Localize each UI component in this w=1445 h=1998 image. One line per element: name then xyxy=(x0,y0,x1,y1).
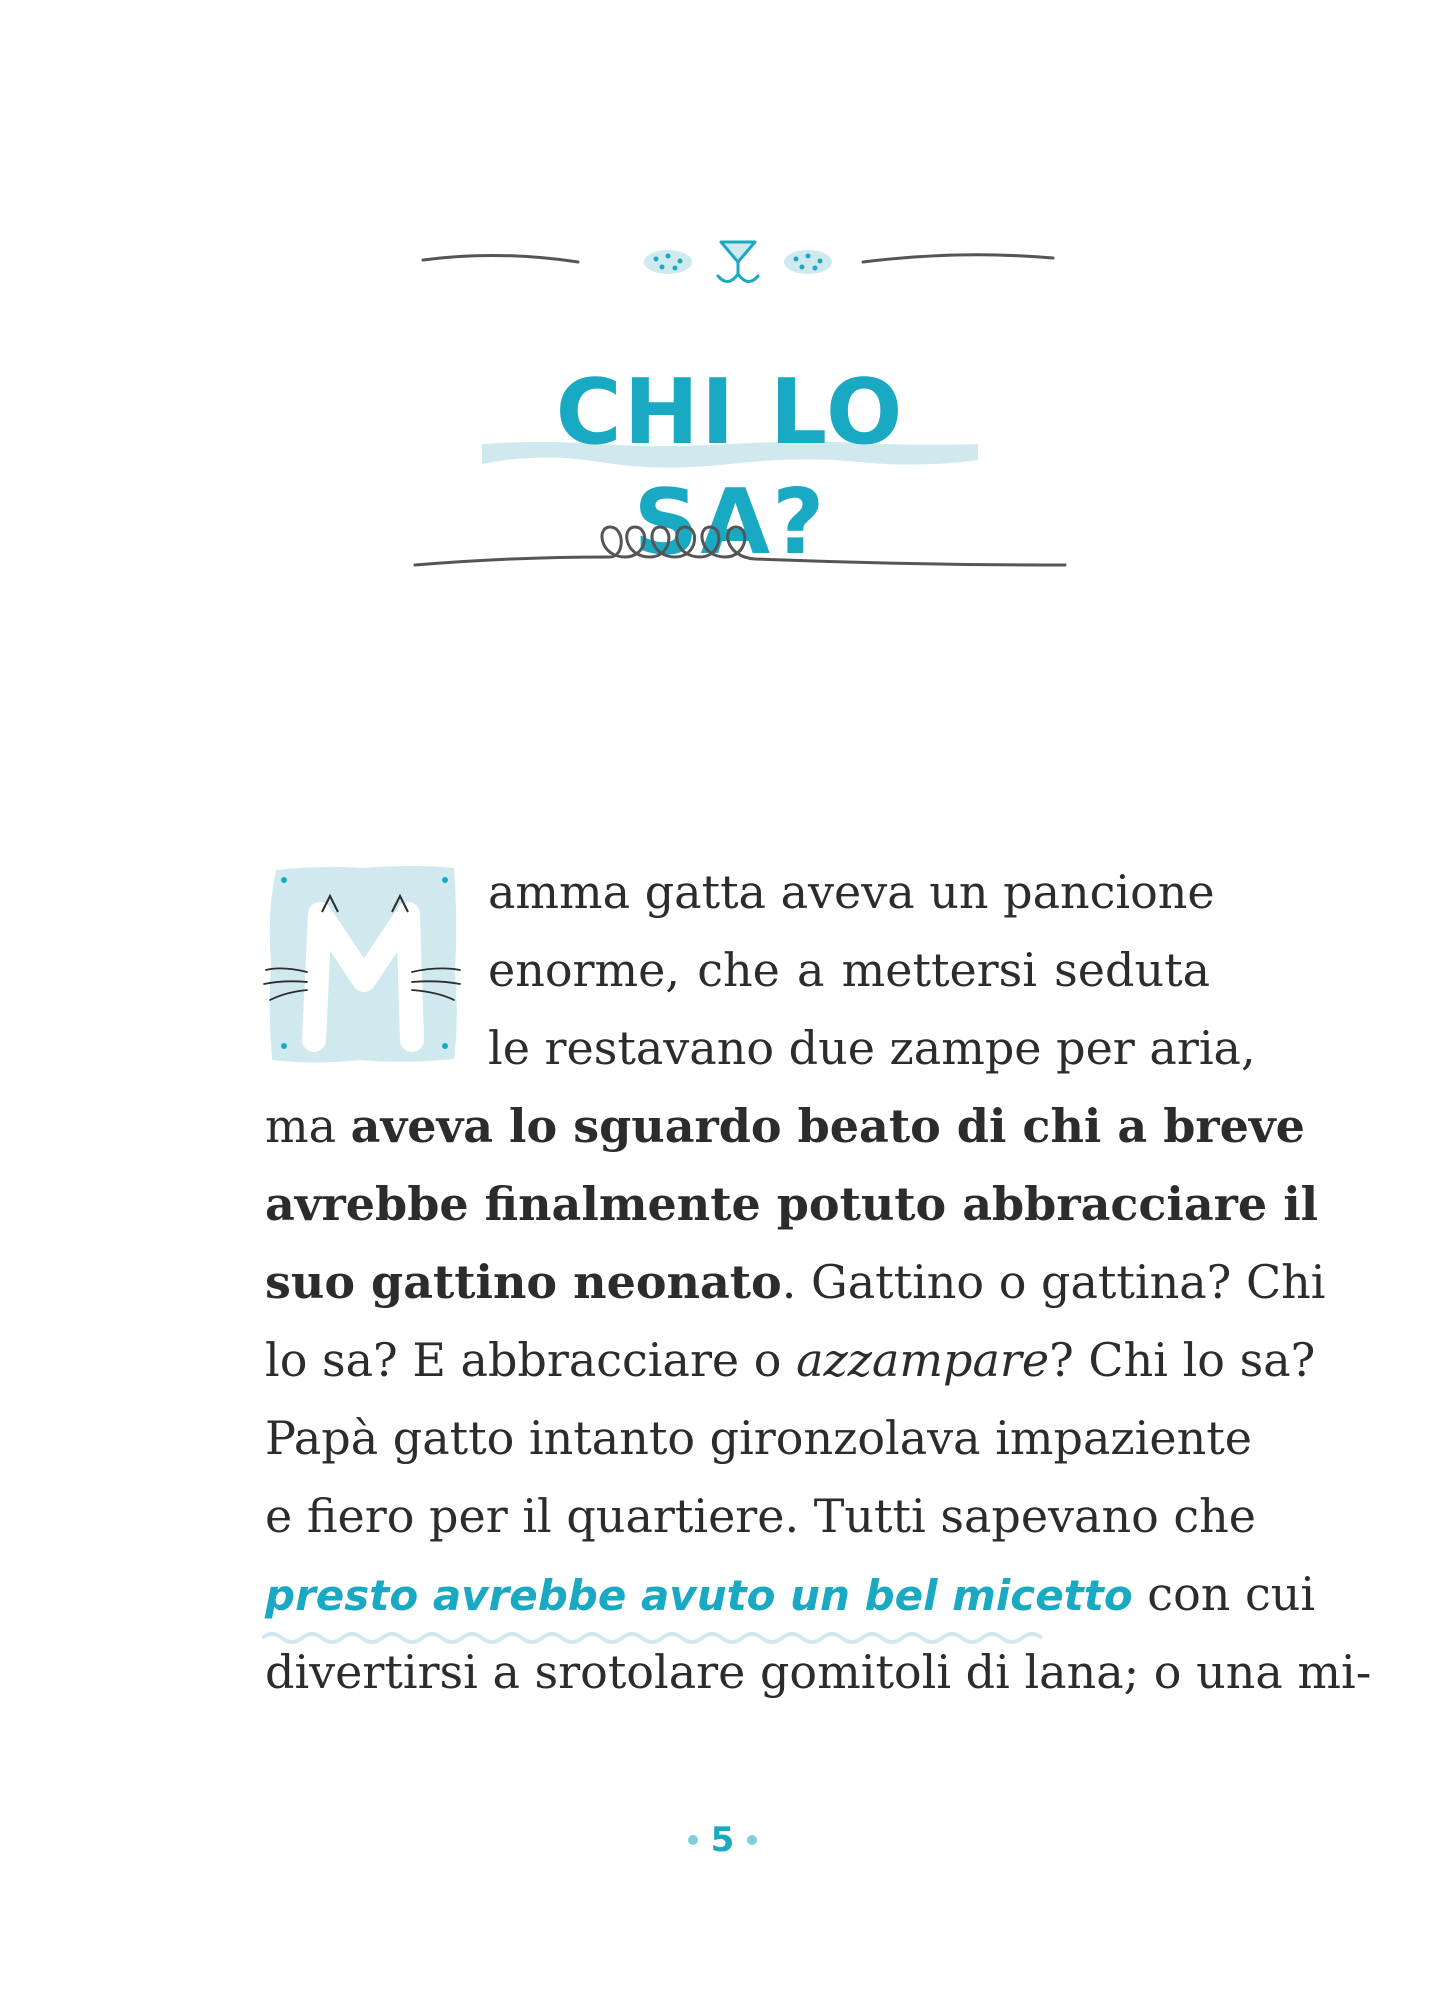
text-line-10: presto avrebbe avuto un bel micetto con cui xyxy=(265,1567,1316,1621)
dropcap-m-cat xyxy=(262,862,462,1067)
text-line-4: ma aveva lo sguardo beato di chi a breve xyxy=(265,1099,1305,1153)
text-line-5 xyxy=(265,1174,1319,1234)
page-number-block xyxy=(660,1810,785,1870)
chapter-title-block xyxy=(480,358,980,575)
bold-phrase: suo gattino neonato xyxy=(265,1255,782,1309)
chapter-title: CHI LO SA? xyxy=(555,360,905,575)
bold-phrase: aveva lo sguardo beato di chi a breve xyxy=(350,1099,1305,1153)
italic-word: azzampare xyxy=(796,1333,1050,1387)
text-line-8: Papà gatto intanto gironzolava impaziente xyxy=(265,1411,1252,1465)
text-line-7: lo sa? E abbracciare o azzampare? Chi lo sa? xyxy=(265,1333,1316,1387)
bottom-ornament xyxy=(410,505,1070,585)
text-line-9: e fiero per il quartiere. Tutti sapevano che xyxy=(265,1489,1257,1543)
text-line-11: divertirsi a srotolare gomitoli di lana; o una mi- xyxy=(265,1645,1372,1699)
bold-phrase: avrebbe finalmente potuto abbracciare il xyxy=(265,1177,1319,1231)
top-ornament xyxy=(418,232,1058,312)
highlighted-phrase: presto avrebbe avuto un bel micetto xyxy=(265,1571,1133,1620)
loop-line xyxy=(415,527,1065,565)
text-line-1: amma gatta aveva un pancione xyxy=(488,865,1215,919)
dot-icon xyxy=(747,1835,757,1845)
page-number: 5 xyxy=(710,1820,735,1860)
text-line-3: le restavano due zampe per aria, xyxy=(488,1021,1256,1075)
text-line-2: enorme, che a mettersi seduta xyxy=(488,943,1210,997)
cat-nose-icon xyxy=(721,242,755,262)
text-line-6: suo gattino neonato. Gattino o gattina? Chi xyxy=(265,1255,1326,1309)
right-line xyxy=(863,255,1053,262)
left-line xyxy=(423,255,578,262)
cat-mouth-icon xyxy=(718,262,758,282)
